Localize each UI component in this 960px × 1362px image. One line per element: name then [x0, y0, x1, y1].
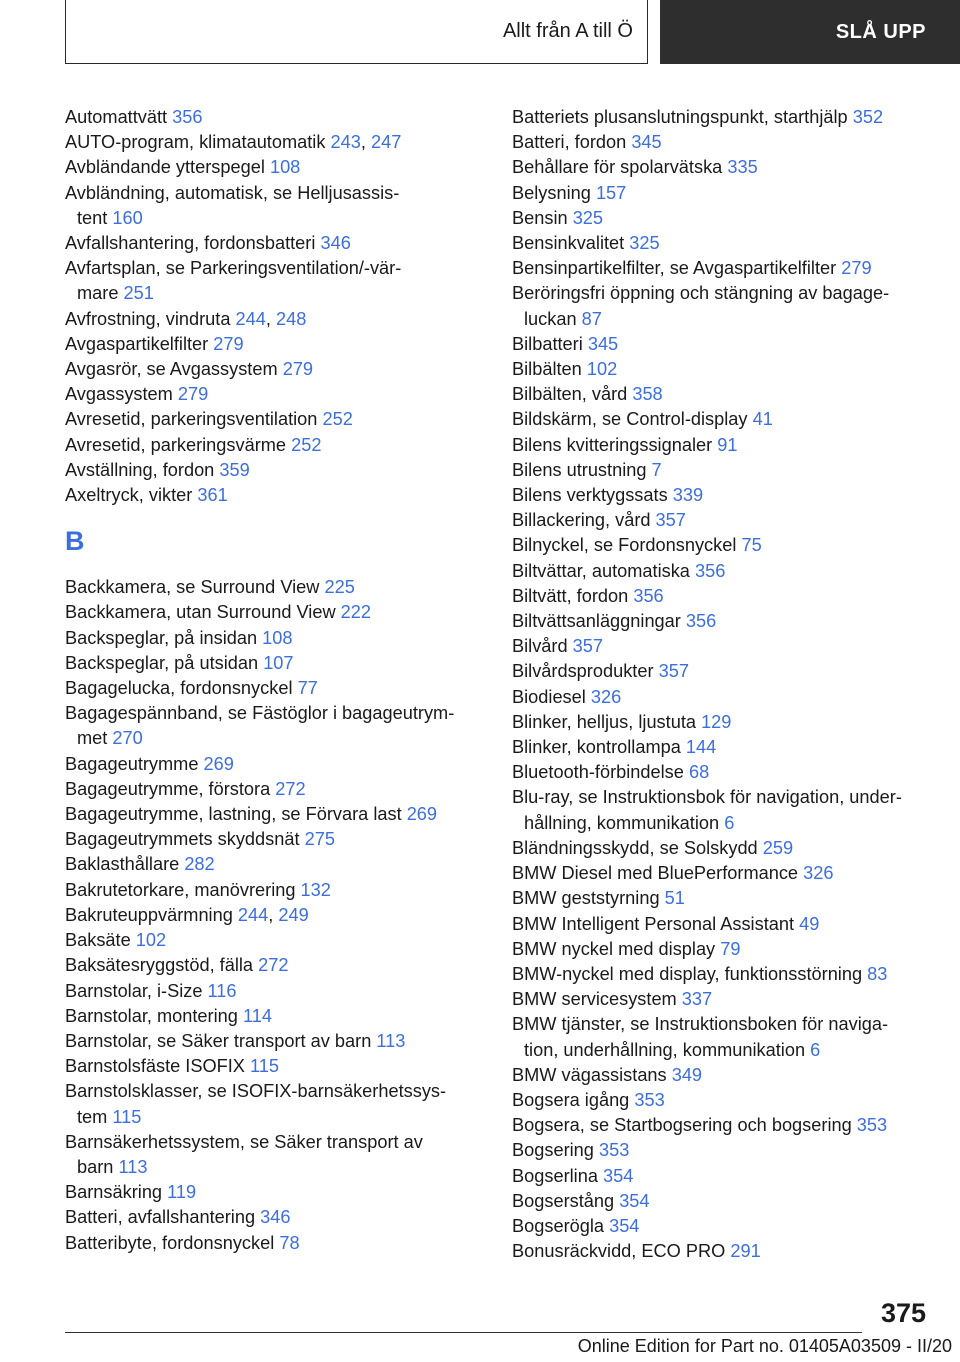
- index-entry: [65, 483, 485, 508]
- entry-text: mare: [77, 283, 119, 304]
- index-entry: [65, 181, 485, 206]
- page-link[interactable]: 102: [135, 930, 167, 951]
- page-link[interactable]: 349: [671, 1064, 703, 1085]
- index-entry: [65, 752, 485, 777]
- index-entry: [65, 407, 485, 432]
- index-entry: [65, 433, 485, 458]
- page-link[interactable]: 272: [258, 955, 289, 976]
- entry-text: Batteribyte, fordonsnyckel: [65, 1232, 275, 1253]
- entry-text: Biodiesel: [512, 686, 586, 707]
- entry-text: Bensin: [512, 207, 568, 228]
- page-link[interactable]: 113: [118, 1156, 148, 1177]
- entry-text: Backspeglar, på utsidan: [65, 652, 259, 673]
- page-link[interactable]: 77: [297, 678, 318, 699]
- index-entry: [512, 206, 932, 231]
- entry-text: BMW servicesystem: [512, 989, 677, 1010]
- index-entry: [65, 1105, 485, 1130]
- entry-text: Biltvätt, fordon: [512, 585, 629, 606]
- entry-text: Beröringsfri öppning och stängning av bagage-: [512, 283, 890, 304]
- page-link[interactable]: 291: [730, 1241, 761, 1262]
- lookup-tab[interactable]: [660, 0, 960, 64]
- index-entry: [65, 1029, 485, 1054]
- index-entry: [512, 937, 932, 962]
- page-link[interactable]: 279: [213, 333, 244, 354]
- entry-text: Bonusräckvidd, ECO PRO: [512, 1241, 726, 1262]
- index-entry: [65, 231, 485, 256]
- entry-text: Barnsäkerhetssystem, se Säker transport av: [65, 1131, 423, 1152]
- page-link[interactable]: 249: [278, 904, 309, 925]
- index-entry: [512, 1164, 932, 1189]
- index-entry: [512, 155, 932, 180]
- entry-text: luckan: [524, 308, 577, 329]
- section-letter: B: [65, 526, 85, 557]
- page-link[interactable]: 108: [269, 157, 301, 178]
- page-link[interactable]: 337: [681, 989, 713, 1010]
- entry-text: Avgaspartikelfilter: [65, 333, 209, 354]
- page-link[interactable]: 129: [701, 711, 732, 732]
- index-entry: [512, 483, 932, 508]
- index-entry: [65, 953, 485, 978]
- entry-text: Bagageutrymme, förstora: [65, 778, 271, 799]
- entry-text: Blu-ray, se Instruktionsbok för navigation, under-: [512, 787, 902, 808]
- page-link[interactable]: 259: [762, 837, 794, 858]
- entry-text: Avresetid, parkeringsvärme: [65, 434, 287, 455]
- page-link[interactable]: 68: [688, 762, 710, 783]
- index-entry: [512, 458, 932, 483]
- entry-text: Bländningsskydd, se Solskydd: [512, 837, 758, 858]
- page-link[interactable]: 339: [672, 485, 704, 506]
- entry-text: Bilbälten, vård: [512, 384, 628, 405]
- index-entry: [512, 533, 932, 558]
- index-entry: [65, 382, 485, 407]
- page-link[interactable]: 353: [856, 1115, 888, 1136]
- index-entry: [65, 1130, 485, 1155]
- index-entry: [65, 332, 485, 357]
- page-link[interactable]: 243: [330, 132, 361, 153]
- index-entry: [512, 685, 932, 710]
- entry-text: Avgassystem: [65, 384, 173, 405]
- entry-text: Biltvättsanläggningar: [512, 611, 681, 632]
- index-entry: [512, 256, 932, 281]
- entry-text: Avbländning, automatisk, se Helljusassis-: [65, 182, 400, 203]
- page-link[interactable]: 357: [572, 636, 604, 657]
- page-link[interactable]: 225: [324, 577, 355, 598]
- index-entry: [65, 281, 485, 306]
- page-link[interactable]: 41: [752, 409, 773, 430]
- lookup-tab-label: SLÅ UPP: [835, 20, 926, 43]
- index-entry: [65, 1205, 485, 1230]
- page-link[interactable]: 279: [841, 258, 872, 279]
- index-entry: [65, 105, 485, 130]
- index-entry: [65, 1180, 485, 1205]
- page-link[interactable]: 325: [572, 207, 604, 228]
- index-entry: Bakruteuppvärmning 244, 249: [65, 904, 309, 925]
- index-entry: [65, 206, 485, 231]
- entry-text: Avfartsplan, se Parkeringsventilation/-vär-: [65, 258, 402, 279]
- page-link[interactable]: 356: [685, 611, 717, 632]
- entry-text: Biltvättar, automatiska: [512, 560, 690, 581]
- entry-text: BMW Diesel med BluePerformance: [512, 863, 799, 884]
- page-link[interactable]: 6: [810, 1039, 821, 1060]
- page-link[interactable]: 326: [803, 863, 834, 884]
- page-link[interactable]: 244: [235, 308, 266, 329]
- index-entry: [65, 357, 485, 382]
- page-link[interactable]: 113: [376, 1030, 406, 1051]
- entry-text: Bensinkvalitet: [512, 233, 625, 254]
- entry-text: Avbländande ytterspegel: [65, 157, 265, 178]
- entry-text: Bilens utrustning: [512, 459, 647, 480]
- entry-text: BMW geststyrning: [512, 888, 660, 909]
- index-entry: [512, 281, 932, 306]
- page-link[interactable]: 107: [263, 652, 294, 673]
- index-column-right: [512, 105, 932, 1264]
- index-entry: [512, 760, 932, 785]
- index-entry: [65, 928, 485, 953]
- entry-text: Bagagelucka, fordonsnyckel: [65, 678, 293, 699]
- index-entry: [512, 1214, 932, 1239]
- entry-text: Avfrostning, vindruta: [65, 308, 231, 329]
- index-entry: [512, 987, 932, 1012]
- page-link[interactable]: 247: [370, 132, 402, 153]
- entry-text: Barnstolar, i-Size: [65, 980, 203, 1001]
- index-entry: [65, 1079, 485, 1104]
- entry-text: Bildskärm, se Control-display: [512, 409, 748, 430]
- entry-text: Bogserlina: [512, 1165, 598, 1186]
- page-link[interactable]: 354: [609, 1215, 640, 1236]
- page-link[interactable]: 79: [720, 938, 741, 959]
- page-link[interactable]: 358: [632, 384, 663, 405]
- index-entry: [65, 1004, 485, 1029]
- entry-text: Bluetooth-förbindelse: [512, 762, 684, 783]
- page-link[interactable]: 346: [320, 233, 351, 254]
- index-entry: [512, 861, 932, 886]
- index-entry: [65, 777, 485, 802]
- index-entry: [512, 912, 932, 937]
- page-link[interactable]: 356: [633, 585, 664, 606]
- entry-text: Baklasthållare: [65, 854, 180, 875]
- page-link[interactable]: 361: [197, 485, 228, 506]
- page-link[interactable]: 326: [590, 686, 622, 707]
- index-entry: [65, 575, 485, 600]
- page-link[interactable]: 83: [867, 963, 888, 984]
- entry-text: AUTO-program, klimatautomatik: [65, 132, 326, 153]
- index-tab[interactable]: [65, 0, 648, 64]
- page-link[interactable]: 114: [242, 1005, 272, 1026]
- entry-text: Avresetid, parkeringsventilation: [65, 409, 318, 430]
- entry-text: BMW vägassistans: [512, 1064, 667, 1085]
- index-entry: [512, 559, 932, 584]
- index-entry: [512, 962, 932, 987]
- entry-text: Bakruteuppvärmning: [65, 904, 233, 925]
- entry-text: BMW-nyckel med display, funktionsstörning: [512, 963, 863, 984]
- index-entry: [512, 634, 932, 659]
- page-link[interactable]: 87: [581, 308, 602, 329]
- entry-text: barn: [77, 1156, 114, 1177]
- entry-text: tion, underhållning, kommunikation: [524, 1039, 806, 1060]
- page-link[interactable]: 49: [799, 913, 820, 934]
- index-entry: [65, 979, 485, 1004]
- page-link[interactable]: 345: [631, 132, 662, 153]
- entry-text: tent: [77, 207, 108, 228]
- page-link[interactable]: 354: [619, 1190, 650, 1211]
- page-link[interactable]: 275: [304, 829, 335, 850]
- index-entry: [65, 651, 485, 676]
- entry-text: Batteri, fordon: [512, 132, 627, 153]
- entry-text: Backspeglar, på insidan: [65, 627, 258, 648]
- page-link[interactable]: 51: [664, 888, 685, 909]
- page-link[interactable]: 252: [322, 409, 353, 430]
- index-entry: [512, 710, 932, 735]
- page-link[interactable]: 252: [291, 434, 322, 455]
- index-entry: [65, 878, 485, 903]
- entry-text: Bogsering: [512, 1140, 594, 1161]
- entry-text: Bogserögla: [512, 1215, 605, 1236]
- entry-text: Batteriets plusanslutningspunkt, starthjälp: [512, 107, 848, 127]
- entry-text: Barnstolsklasser, se ISOFIX-barnsäkerhetssys-: [65, 1081, 447, 1102]
- edition-footer: Online Edition for Part no. 01405A03509 - II/20: [577, 1336, 952, 1356]
- index-entry: [512, 1088, 932, 1113]
- page-link[interactable]: 352: [852, 107, 884, 127]
- entry-text: Backkamera, se Surround View: [65, 577, 320, 598]
- index-entry: [512, 609, 932, 634]
- index-entry: [65, 1231, 485, 1256]
- index-entry: [512, 785, 932, 810]
- page-link[interactable]: 119: [167, 1182, 197, 1203]
- entry-text: Bagageutrymme: [65, 753, 199, 774]
- page-link[interactable]: 356: [694, 560, 726, 581]
- footer-divider: [65, 1332, 862, 1333]
- index-entry: [65, 701, 485, 726]
- index-entry: [512, 1063, 932, 1088]
- index-entry: [512, 130, 932, 155]
- entry-text: Baksätesryggstöd, fälla: [65, 955, 254, 976]
- entry-text: Bensinpartikelfilter, se Avgaspartikelfilter: [512, 258, 837, 279]
- page-link[interactable]: 272: [275, 778, 306, 799]
- index-entry: [512, 105, 932, 130]
- page-link[interactable]: 116: [207, 980, 237, 1001]
- entry-text: Blinker, kontrollampa: [512, 737, 681, 758]
- entry-text: Bilens kvitteringssignaler: [512, 434, 713, 455]
- page-link[interactable]: 356: [172, 107, 203, 127]
- entry-text: Avgasrör, se Avgassystem: [65, 359, 278, 380]
- page-link[interactable]: 335: [727, 157, 758, 178]
- index-entry: [65, 256, 485, 281]
- index-entry: [65, 155, 485, 180]
- index-entry: [512, 735, 932, 760]
- entry-text: Avfallshantering, fordonsbatteri: [65, 233, 316, 254]
- index-entry: [65, 852, 485, 877]
- page-link[interactable]: 279: [177, 384, 209, 405]
- entry-text: Baksäte: [65, 930, 131, 951]
- index-entry: [512, 811, 932, 836]
- entry-text: Bagageutrymmets skyddsnät: [65, 829, 300, 850]
- page-link[interactable]: 282: [184, 854, 215, 875]
- entry-text: Behållare för spolarvätska: [512, 157, 723, 178]
- page-link[interactable]: 359: [219, 459, 250, 480]
- entry-text: BMW nyckel med display: [512, 938, 716, 959]
- page-link[interactable]: 115: [249, 1056, 279, 1077]
- page-link[interactable]: 75: [741, 535, 762, 556]
- index-entry: [512, 1138, 932, 1163]
- entry-text: Bogsera igång: [512, 1089, 630, 1110]
- page-link[interactable]: 325: [629, 233, 660, 254]
- entry-text: Bilbälten: [512, 359, 582, 380]
- page-link[interactable]: 115: [112, 1106, 142, 1127]
- entry-text: Barnsäkring: [65, 1182, 163, 1203]
- entry-text: Billackering, vård: [512, 510, 651, 531]
- page-link[interactable]: 222: [340, 602, 372, 623]
- index-column-left: [65, 105, 485, 1256]
- page-link[interactable]: 353: [598, 1140, 630, 1161]
- index-entry: [512, 1038, 932, 1063]
- index-entry: [512, 1239, 932, 1264]
- entry-text: Barnstolar, se Säker transport av barn: [65, 1030, 372, 1051]
- page-link[interactable]: 269: [203, 753, 234, 774]
- page-link[interactable]: 78: [279, 1232, 300, 1253]
- entry-text: Avställning, fordon: [65, 459, 215, 480]
- page-link[interactable]: 251: [123, 283, 154, 304]
- entry-text: Bilens verktygssats: [512, 485, 668, 506]
- entry-text: BMW Intelligent Personal Assistant: [512, 913, 795, 934]
- index-entry: [512, 332, 932, 357]
- entry-text: Automattvätt: [65, 107, 168, 127]
- entry-text: Axeltryck, vikter: [65, 485, 193, 506]
- entry-text: Bilbatteri: [512, 333, 583, 354]
- page-link[interactable]: 244: [237, 904, 269, 925]
- page-link[interactable]: 354: [603, 1165, 634, 1186]
- index-tab-label: Allt från A till Ö: [502, 20, 633, 42]
- page-link[interactable]: 357: [658, 661, 689, 682]
- page-link[interactable]: 357: [655, 510, 686, 531]
- entry-text: Bilnyckel, se Fordonsnyckel: [512, 535, 737, 556]
- index-entry: [65, 726, 485, 751]
- index-entry: [512, 1113, 932, 1138]
- index-entry: [512, 886, 932, 911]
- index-entry: [512, 1189, 932, 1214]
- entry-text: Bilvård: [512, 636, 568, 657]
- entry-text: BMW tjänster, se Instruktionsboken för naviga-: [512, 1014, 889, 1035]
- index-entry: [65, 827, 485, 852]
- index-entry: [512, 836, 932, 861]
- index-entry: [512, 357, 932, 382]
- entry-text: hållning, kommunikation: [524, 812, 720, 833]
- page-link[interactable]: 132: [300, 879, 331, 900]
- entry-text: Belysning: [512, 182, 591, 203]
- page-number: 375: [880, 1298, 926, 1328]
- entry-text: Barnstolsfäste ISOFIX: [65, 1056, 245, 1077]
- page-link[interactable]: 6: [724, 812, 735, 833]
- entry-text: Bogserstång: [512, 1190, 615, 1211]
- page-link[interactable]: 353: [634, 1089, 665, 1110]
- entry-text: Bagageutrymme, lastning, se Förvara last: [65, 804, 402, 825]
- entry-text: Batteri, avfallshantering: [65, 1207, 256, 1228]
- page-link[interactable]: 269: [406, 804, 438, 825]
- page-link[interactable]: 345: [587, 333, 619, 354]
- page-link[interactable]: 248: [276, 308, 307, 329]
- page-link[interactable]: 91: [717, 434, 738, 455]
- index-entry: [512, 508, 932, 533]
- page-link[interactable]: 157: [595, 182, 627, 203]
- entry-text: Bakrutetorkare, manövrering: [65, 879, 296, 900]
- index-entry: [512, 231, 932, 256]
- page-link[interactable]: 160: [112, 207, 143, 228]
- index-entry: [512, 307, 932, 332]
- entry-text: Bogsera, se Startbogsering och bogsering: [512, 1115, 852, 1136]
- index-entry: [512, 433, 932, 458]
- index-entry: [65, 458, 485, 483]
- index-entry: [65, 1054, 485, 1079]
- index-entry: Avfrostning, vindruta 244, 248: [65, 308, 307, 329]
- page-link[interactable]: 270: [112, 728, 143, 749]
- entry-text: Backkamera, utan Surround View: [65, 602, 336, 623]
- page-link[interactable]: 102: [586, 359, 618, 380]
- index-entry: [512, 382, 932, 407]
- entry-text: tem: [77, 1106, 108, 1127]
- index-entry: AUTO-program, klimatautomatik 243, 247: [65, 132, 402, 153]
- page-link[interactable]: 144: [685, 737, 717, 758]
- index-entry: [65, 600, 485, 625]
- entry-text: met: [77, 728, 108, 749]
- page-link[interactable]: 279: [282, 359, 314, 380]
- index-entry: [65, 676, 485, 701]
- index-entry: [512, 181, 932, 206]
- page-link[interactable]: 7: [651, 459, 662, 480]
- entry-text: Barnstolar, montering: [65, 1005, 238, 1026]
- index-entry: [65, 626, 485, 651]
- entry-text: Bagagespännband, se Fästöglor i bagageutrym-: [65, 703, 455, 724]
- index-entry: [65, 802, 485, 827]
- page-link[interactable]: 346: [260, 1207, 291, 1228]
- index-entry: [512, 1012, 932, 1037]
- index-entry: [512, 584, 932, 609]
- index-entry: [512, 407, 932, 432]
- index-entry: [65, 1155, 485, 1180]
- page-link[interactable]: 108: [262, 627, 293, 648]
- index-entry: [512, 659, 932, 684]
- entry-text: Bilvårdsprodukter: [512, 661, 654, 682]
- entry-text: Blinker, helljus, ljustuta: [512, 711, 696, 732]
